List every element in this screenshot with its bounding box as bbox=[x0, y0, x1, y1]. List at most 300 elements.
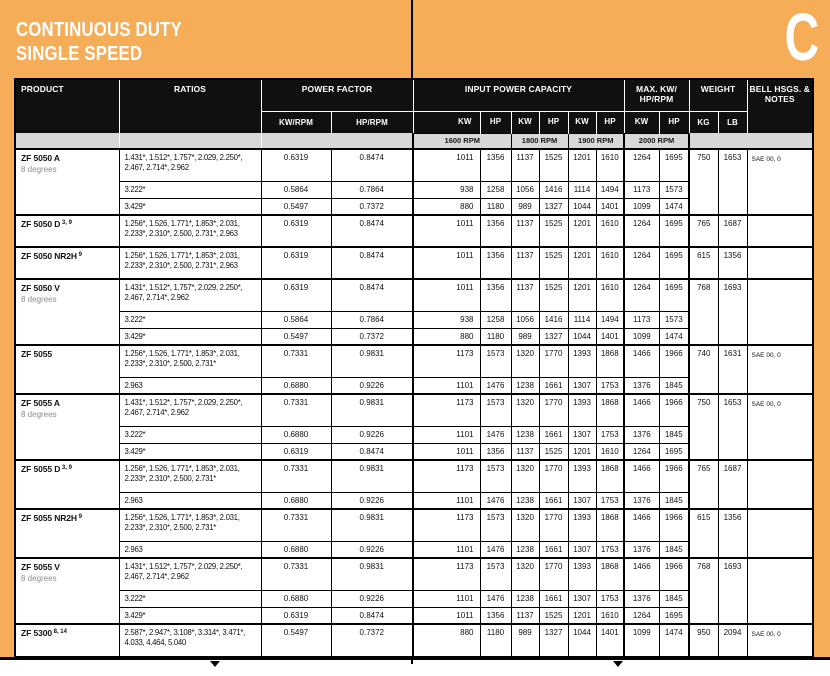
product-cell bbox=[15, 345, 119, 394]
power-factor-hp-rpm-cell: 0.7372 bbox=[331, 198, 413, 215]
power-factor-hp-rpm-cell: 0.8474 bbox=[331, 215, 413, 247]
kw-1600-cell: 1101 bbox=[413, 590, 480, 607]
hp-max-cell: 1474 bbox=[659, 198, 689, 215]
power-factor-kw-rpm-cell: 0.7331 bbox=[261, 460, 331, 492]
power-factor-kw-rpm-cell: 0.7331 bbox=[261, 509, 331, 541]
hp-1900-cell: 1401 bbox=[596, 198, 624, 215]
power-factor-kw-rpm-cell: 0.6880 bbox=[261, 590, 331, 607]
power-factor-hp-rpm-cell: 0.8474 bbox=[331, 247, 413, 279]
kw-1800-cell: 1320 bbox=[511, 345, 539, 377]
hp-1900-cell: 1610 bbox=[596, 215, 624, 247]
power-factor-kw-rpm-cell: 0.6319 bbox=[261, 149, 331, 181]
power-factor-kw-rpm-cell: 0.5497 bbox=[261, 328, 331, 345]
hp-1900-cell: 1868 bbox=[596, 345, 624, 377]
hp-1800-cell: 1327 bbox=[539, 624, 568, 656]
table-row bbox=[15, 215, 813, 247]
hp-1800-cell: 1770 bbox=[539, 509, 568, 541]
product-footnote-ref: 8, 14 bbox=[51, 629, 67, 635]
section-letter: C bbox=[784, 0, 819, 75]
col-header-hp-1900: HP bbox=[596, 111, 624, 133]
ratios-cell: 1.256*, 1.526, 1.771*, 1.853*, 2.031, 2.233*, 2.310*, 2.500, 2.731* bbox=[119, 509, 261, 541]
product-cell bbox=[15, 279, 119, 345]
hp-1900-cell: 1753 bbox=[596, 426, 624, 443]
col-header-input-power-capacity: INPUT POWER CAPACITY bbox=[413, 79, 624, 111]
hp-1900-cell: 1610 bbox=[596, 279, 624, 311]
weight-kg-cell: 615 bbox=[689, 247, 718, 279]
table-row bbox=[15, 279, 813, 311]
hp-1600-cell: 1573 bbox=[480, 509, 511, 541]
product-cell bbox=[15, 624, 119, 656]
col-header-hp-1600: HP bbox=[480, 111, 511, 133]
col-header-kw-rpm: KW/RPM bbox=[261, 111, 331, 133]
hp-max-cell: 1966 bbox=[659, 460, 689, 492]
kw-1900-cell: 1393 bbox=[568, 345, 596, 377]
power-factor-hp-rpm-cell: 0.9831 bbox=[331, 509, 413, 541]
ratios-cell: 1.431*, 1.512*, 1.757*, 2.029, 2.250*, 2.467, 2.714*, 2.962 bbox=[119, 149, 261, 181]
bell-housing-note-cell: SAE 00, 0 bbox=[747, 624, 813, 656]
kw-1800-cell: 1238 bbox=[511, 590, 539, 607]
power-factor-kw-rpm-cell: 0.6319 bbox=[261, 247, 331, 279]
product-footnote-ref: 9 bbox=[76, 252, 82, 258]
hp-max-cell: 1845 bbox=[659, 590, 689, 607]
col-header-lb: LB bbox=[718, 111, 747, 133]
power-factor-kw-rpm-cell: 0.7331 bbox=[261, 394, 331, 426]
hp-1900-cell: 1401 bbox=[596, 328, 624, 345]
power-factor-hp-rpm-cell: 0.8474 bbox=[331, 443, 413, 460]
hp-1600-cell: 1476 bbox=[480, 492, 511, 509]
hp-max-cell: 1966 bbox=[659, 558, 689, 590]
kw-max-cell: 1376 bbox=[624, 492, 659, 509]
hp-1600-cell: 1476 bbox=[480, 590, 511, 607]
hp-1900-cell: 1610 bbox=[596, 607, 624, 624]
hp-1600-cell: 1356 bbox=[480, 215, 511, 247]
product-cell bbox=[15, 394, 119, 460]
ratios-cell: 3.222* bbox=[119, 311, 261, 328]
weight-lb-cell: 1687 bbox=[718, 460, 747, 509]
spec-table-body bbox=[15, 149, 813, 656]
page-title-line1: CONTINUOUS DUTY bbox=[16, 19, 182, 41]
kw-1600-cell: 1011 bbox=[413, 215, 480, 247]
col-header-kw-max: KW bbox=[624, 111, 659, 133]
col-header-hp-1800: HP bbox=[539, 111, 568, 133]
hp-1800-cell: 1770 bbox=[539, 394, 568, 426]
kw-1600-cell: 1011 bbox=[413, 247, 480, 279]
ratios-cell: 3.429* bbox=[119, 443, 261, 460]
bell-housing-note-cell: SAE 00, 0 bbox=[747, 149, 813, 215]
kw-1600-cell: 1173 bbox=[413, 558, 480, 590]
weight-kg-cell: 768 bbox=[689, 279, 718, 345]
product-name: ZF 5050 D bbox=[21, 219, 61, 229]
weight-kg-cell: 765 bbox=[689, 215, 718, 247]
product-cell bbox=[15, 509, 119, 558]
power-factor-kw-rpm-cell: 0.6319 bbox=[261, 443, 331, 460]
hp-1600-cell: 1356 bbox=[480, 149, 511, 181]
hp-1800-cell: 1661 bbox=[539, 426, 568, 443]
power-factor-hp-rpm-cell: 0.9226 bbox=[331, 590, 413, 607]
kw-1900-cell: 1201 bbox=[568, 279, 596, 311]
ratios-cell: 3.429* bbox=[119, 198, 261, 215]
hp-1600-cell: 1258 bbox=[480, 311, 511, 328]
col-header-kg: KG bbox=[689, 111, 718, 133]
ratios-cell: 2.587*, 2.947*, 3.108*, 3.314*, 3.471*, 4.033, 4.464, 5.040 bbox=[119, 624, 261, 656]
kw-1900-cell: 1201 bbox=[568, 247, 596, 279]
kw-max-cell: 1376 bbox=[624, 541, 659, 558]
kw-1900-cell: 1201 bbox=[568, 149, 596, 181]
hp-1900-cell: 1401 bbox=[596, 624, 624, 656]
product-angle-note: 8 degrees bbox=[21, 295, 57, 304]
product-name: ZF 5050 V bbox=[21, 283, 60, 293]
weight-kg-cell: 950 bbox=[689, 624, 718, 656]
weight-lb-cell: 1356 bbox=[718, 247, 747, 279]
kw-1900-cell: 1044 bbox=[568, 198, 596, 215]
product-angle-note: 8 degrees bbox=[21, 165, 57, 174]
power-factor-kw-rpm-cell: 0.7331 bbox=[261, 345, 331, 377]
product-name: ZF 5300 bbox=[21, 628, 52, 638]
product-cell bbox=[15, 215, 119, 247]
kw-1600-cell: 1173 bbox=[413, 394, 480, 426]
hp-1900-cell: 1868 bbox=[596, 558, 624, 590]
hp-1800-cell: 1770 bbox=[539, 558, 568, 590]
table-row bbox=[15, 345, 813, 377]
power-factor-hp-rpm-cell: 0.9226 bbox=[331, 426, 413, 443]
power-factor-kw-rpm-cell: 0.6880 bbox=[261, 426, 331, 443]
power-factor-hp-rpm-cell: 0.7372 bbox=[331, 328, 413, 345]
kw-1600-cell: 1101 bbox=[413, 541, 480, 558]
col-header-hp-rpm: HP/RPM bbox=[331, 111, 413, 133]
kw-1800-cell: 1056 bbox=[511, 311, 539, 328]
power-factor-kw-rpm-cell: 0.6319 bbox=[261, 215, 331, 247]
power-factor-hp-rpm-cell: 0.9831 bbox=[331, 558, 413, 590]
kw-max-cell: 1264 bbox=[624, 443, 659, 460]
kw-1800-cell: 989 bbox=[511, 198, 539, 215]
hp-1600-cell: 1573 bbox=[480, 558, 511, 590]
power-factor-kw-rpm-cell: 0.6880 bbox=[261, 541, 331, 558]
hp-max-cell: 1695 bbox=[659, 149, 689, 181]
ratios-cell: 1.256*, 1.526, 1.771*, 1.853*, 2.031, 2.233*, 2.310*, 2.500, 2.731*, 2.963 bbox=[119, 215, 261, 247]
hp-1900-cell: 1494 bbox=[596, 311, 624, 328]
kw-max-cell: 1099 bbox=[624, 624, 659, 656]
kw-1900-cell: 1307 bbox=[568, 492, 596, 509]
hp-1800-cell: 1525 bbox=[539, 607, 568, 624]
power-factor-kw-rpm-cell: 0.6319 bbox=[261, 607, 331, 624]
hp-1600-cell: 1476 bbox=[480, 541, 511, 558]
kw-max-cell: 1173 bbox=[624, 311, 659, 328]
table-row bbox=[15, 624, 813, 656]
hp-max-cell: 1966 bbox=[659, 394, 689, 426]
ratios-cell: 1.431*, 1.512*, 1.757*, 2.029, 2.250*, 2.467, 2.714*, 2.962 bbox=[119, 394, 261, 426]
kw-1800-cell: 1238 bbox=[511, 541, 539, 558]
product-name: ZF 5055 A bbox=[21, 398, 60, 408]
product-name: ZF 5055 NR2H bbox=[21, 513, 77, 523]
hp-1600-cell: 1573 bbox=[480, 345, 511, 377]
hp-1600-cell: 1180 bbox=[480, 198, 511, 215]
product-cell bbox=[15, 149, 119, 215]
power-factor-hp-rpm-cell: 0.9831 bbox=[331, 394, 413, 426]
hp-1800-cell: 1416 bbox=[539, 311, 568, 328]
kw-1900-cell: 1307 bbox=[568, 377, 596, 394]
spec-table bbox=[14, 78, 814, 657]
product-cell bbox=[15, 558, 119, 624]
power-factor-hp-rpm-cell: 0.9226 bbox=[331, 377, 413, 394]
col-header-kw-1800: KW bbox=[511, 111, 539, 133]
kw-1600-cell: 1173 bbox=[413, 460, 480, 492]
kw-1900-cell: 1307 bbox=[568, 426, 596, 443]
weight-kg-cell: 765 bbox=[689, 460, 718, 509]
table-row bbox=[15, 394, 813, 426]
col-header-kw-1600: KW bbox=[413, 111, 480, 133]
kw-1800-cell: 1137 bbox=[511, 247, 539, 279]
kw-1900-cell: 1393 bbox=[568, 394, 596, 426]
hp-1800-cell: 1525 bbox=[539, 215, 568, 247]
power-factor-kw-rpm-cell: 0.5864 bbox=[261, 311, 331, 328]
product-angle-note: 8 degrees bbox=[21, 410, 57, 419]
kw-1600-cell: 938 bbox=[413, 181, 480, 198]
kw-1600-cell: 880 bbox=[413, 624, 480, 656]
kw-1600-cell: 1101 bbox=[413, 377, 480, 394]
kw-1600-cell: 1173 bbox=[413, 509, 480, 541]
hp-1800-cell: 1661 bbox=[539, 492, 568, 509]
ratios-cell: 3.222* bbox=[119, 181, 261, 198]
ratios-cell: 1.256*, 1.526, 1.771*, 1.853*, 2.031, 2.233*, 2.310*, 2.500, 2.731* bbox=[119, 345, 261, 377]
hp-1600-cell: 1476 bbox=[480, 426, 511, 443]
col-header-bell-housings-notes: BELL HSGS. & NOTES bbox=[747, 79, 813, 133]
kw-1800-cell: 1137 bbox=[511, 607, 539, 624]
col-header-hp-max: HP bbox=[659, 111, 689, 133]
hp-max-cell: 1474 bbox=[659, 328, 689, 345]
kw-1800-cell: 1320 bbox=[511, 509, 539, 541]
product-footnote-ref: 3, 9 bbox=[60, 465, 72, 471]
rpm-row-spacer-power-factor bbox=[261, 133, 413, 149]
bell-housing-note-cell bbox=[747, 247, 813, 279]
ratios-cell: 3.429* bbox=[119, 607, 261, 624]
product-name: ZF 5055 D bbox=[21, 464, 61, 474]
product-name: ZF 5050 A bbox=[21, 153, 60, 163]
power-factor-hp-rpm-cell: 0.9831 bbox=[331, 345, 413, 377]
kw-1600-cell: 1011 bbox=[413, 607, 480, 624]
table-row bbox=[15, 247, 813, 279]
kw-max-cell: 1264 bbox=[624, 247, 659, 279]
kw-max-cell: 1466 bbox=[624, 558, 659, 590]
hp-1800-cell: 1525 bbox=[539, 443, 568, 460]
bell-housing-note-cell bbox=[747, 215, 813, 247]
kw-1800-cell: 1238 bbox=[511, 492, 539, 509]
kw-max-cell: 1466 bbox=[624, 509, 659, 541]
hp-max-cell: 1695 bbox=[659, 247, 689, 279]
power-factor-kw-rpm-cell: 0.5497 bbox=[261, 624, 331, 656]
kw-1600-cell: 938 bbox=[413, 311, 480, 328]
weight-kg-cell: 750 bbox=[689, 394, 718, 460]
kw-1900-cell: 1114 bbox=[568, 311, 596, 328]
table-row bbox=[15, 509, 813, 541]
hp-max-cell: 1695 bbox=[659, 215, 689, 247]
kw-1800-cell: 1238 bbox=[511, 426, 539, 443]
table-row bbox=[15, 558, 813, 590]
hp-max-cell: 1573 bbox=[659, 311, 689, 328]
spec-table-region bbox=[0, 78, 830, 657]
hp-1900-cell: 1868 bbox=[596, 460, 624, 492]
weight-lb-cell: 1653 bbox=[718, 394, 747, 460]
power-factor-hp-rpm-cell: 0.9831 bbox=[331, 460, 413, 492]
weight-lb-cell: 1356 bbox=[718, 509, 747, 558]
rpm-label-1900: 1900 RPM bbox=[568, 133, 624, 149]
kw-1900-cell: 1393 bbox=[568, 558, 596, 590]
kw-1900-cell: 1044 bbox=[568, 328, 596, 345]
power-factor-hp-rpm-cell: 0.7864 bbox=[331, 311, 413, 328]
hp-1800-cell: 1327 bbox=[539, 328, 568, 345]
bell-housing-note-cell: SAE 00, 0 bbox=[747, 394, 813, 460]
table-row bbox=[15, 460, 813, 492]
weight-lb-cell: 1693 bbox=[718, 279, 747, 345]
hp-1800-cell: 1661 bbox=[539, 377, 568, 394]
hp-1600-cell: 1356 bbox=[480, 607, 511, 624]
weight-lb-cell: 1687 bbox=[718, 215, 747, 247]
hp-max-cell: 1845 bbox=[659, 492, 689, 509]
bottom-continuation-band bbox=[0, 657, 830, 676]
bell-housing-note-cell bbox=[747, 460, 813, 509]
max-header-line2: HP/RPM bbox=[639, 93, 674, 104]
power-factor-hp-rpm-cell: 0.7864 bbox=[331, 181, 413, 198]
kw-1800-cell: 1137 bbox=[511, 149, 539, 181]
hp-1600-cell: 1476 bbox=[480, 377, 511, 394]
col-header-weight: WEIGHT bbox=[689, 79, 747, 111]
kw-max-cell: 1099 bbox=[624, 328, 659, 345]
kw-max-cell: 1099 bbox=[624, 198, 659, 215]
kw-1900-cell: 1393 bbox=[568, 460, 596, 492]
kw-1600-cell: 880 bbox=[413, 198, 480, 215]
kw-max-cell: 1376 bbox=[624, 590, 659, 607]
kw-1600-cell: 1011 bbox=[413, 149, 480, 181]
header-row-rpm bbox=[15, 133, 813, 149]
col-header-ratios: RATIOS bbox=[119, 79, 261, 133]
page-title-line2: SINGLE SPEED bbox=[16, 43, 143, 65]
hp-1800-cell: 1327 bbox=[539, 198, 568, 215]
kw-1600-cell: 1101 bbox=[413, 492, 480, 509]
ratios-cell: 1.431*, 1.512*, 1.757*, 2.029, 2.250*, 2.467, 2.714*, 2.962 bbox=[119, 558, 261, 590]
power-factor-kw-rpm-cell: 0.5497 bbox=[261, 198, 331, 215]
ratios-cell: 3.222* bbox=[119, 426, 261, 443]
hp-1900-cell: 1753 bbox=[596, 590, 624, 607]
hp-1600-cell: 1180 bbox=[480, 328, 511, 345]
weight-kg-cell: 615 bbox=[689, 509, 718, 558]
hp-1900-cell: 1610 bbox=[596, 149, 624, 181]
hp-max-cell: 1845 bbox=[659, 377, 689, 394]
kw-1800-cell: 989 bbox=[511, 624, 539, 656]
product-name: ZF 5050 NR2H bbox=[21, 251, 77, 261]
hp-max-cell: 1966 bbox=[659, 345, 689, 377]
rpm-row-spacer-weight-notes bbox=[689, 133, 813, 149]
ratios-cell: 1.256*, 1.526, 1.771*, 1.853*, 2.031, 2.233*, 2.310*, 2.500, 2.731* bbox=[119, 460, 261, 492]
hp-1600-cell: 1356 bbox=[480, 279, 511, 311]
kw-1600-cell: 1011 bbox=[413, 279, 480, 311]
product-name: ZF 5055 bbox=[21, 349, 52, 359]
power-factor-hp-rpm-cell: 0.9226 bbox=[331, 541, 413, 558]
hp-1900-cell: 1610 bbox=[596, 247, 624, 279]
ratios-cell: 2.963 bbox=[119, 377, 261, 394]
bell-housing-note-cell bbox=[747, 558, 813, 624]
hp-1900-cell: 1753 bbox=[596, 377, 624, 394]
hp-1900-cell: 1753 bbox=[596, 541, 624, 558]
kw-1800-cell: 1320 bbox=[511, 394, 539, 426]
power-factor-hp-rpm-cell: 0.8474 bbox=[331, 279, 413, 311]
hp-max-cell: 1573 bbox=[659, 181, 689, 198]
hp-1600-cell: 1356 bbox=[480, 443, 511, 460]
power-factor-hp-rpm-cell: 0.8474 bbox=[331, 607, 413, 624]
header-row-main bbox=[15, 79, 813, 111]
rpm-row-spacer-ratios bbox=[119, 133, 261, 149]
hp-1900-cell: 1868 bbox=[596, 394, 624, 426]
rpm-label-2000: 2000 RPM bbox=[624, 133, 689, 149]
hp-1600-cell: 1573 bbox=[480, 460, 511, 492]
rpm-label-1800: 1800 RPM bbox=[511, 133, 568, 149]
kw-max-cell: 1376 bbox=[624, 377, 659, 394]
hp-1900-cell: 1868 bbox=[596, 509, 624, 541]
product-footnote-ref: 3, 9 bbox=[60, 220, 72, 226]
power-factor-hp-rpm-cell: 0.7372 bbox=[331, 624, 413, 656]
hp-max-cell: 1474 bbox=[659, 624, 689, 656]
power-factor-kw-rpm-cell: 0.6319 bbox=[261, 279, 331, 311]
hp-max-cell: 1845 bbox=[659, 426, 689, 443]
hp-max-cell: 1695 bbox=[659, 607, 689, 624]
kw-1900-cell: 1201 bbox=[568, 443, 596, 460]
hp-1800-cell: 1525 bbox=[539, 247, 568, 279]
kw-1600-cell: 1101 bbox=[413, 426, 480, 443]
kw-1800-cell: 1137 bbox=[511, 279, 539, 311]
weight-kg-cell: 750 bbox=[689, 149, 718, 215]
kw-1600-cell: 1011 bbox=[413, 443, 480, 460]
hp-1800-cell: 1525 bbox=[539, 149, 568, 181]
product-angle-note: 8 degrees bbox=[21, 574, 57, 583]
kw-1900-cell: 1044 bbox=[568, 624, 596, 656]
kw-max-cell: 1466 bbox=[624, 394, 659, 426]
weight-lb-cell: 2094 bbox=[718, 624, 747, 656]
ratios-cell: 3.429* bbox=[119, 328, 261, 345]
kw-1800-cell: 1238 bbox=[511, 377, 539, 394]
ratios-cell: 1.256*, 1.526, 1.771*, 1.853*, 2.031, 2.233*, 2.310*, 2.500, 2.731*, 2.963 bbox=[119, 247, 261, 279]
weight-lb-cell: 1693 bbox=[718, 558, 747, 624]
power-factor-kw-rpm-cell: 0.5864 bbox=[261, 181, 331, 198]
ratios-cell: 2.963 bbox=[119, 541, 261, 558]
hp-1600-cell: 1180 bbox=[480, 624, 511, 656]
kw-max-cell: 1466 bbox=[624, 460, 659, 492]
kw-max-cell: 1264 bbox=[624, 215, 659, 247]
kw-1900-cell: 1201 bbox=[568, 607, 596, 624]
weight-lb-cell: 1631 bbox=[718, 345, 747, 394]
hp-1600-cell: 1258 bbox=[480, 181, 511, 198]
power-factor-kw-rpm-cell: 0.6880 bbox=[261, 492, 331, 509]
hp-1600-cell: 1573 bbox=[480, 394, 511, 426]
hp-1800-cell: 1770 bbox=[539, 460, 568, 492]
col-header-kw-1900: KW bbox=[568, 111, 596, 133]
kw-1900-cell: 1201 bbox=[568, 215, 596, 247]
hp-max-cell: 1695 bbox=[659, 443, 689, 460]
ratios-cell: 3.222* bbox=[119, 590, 261, 607]
kw-max-cell: 1466 bbox=[624, 345, 659, 377]
kw-1900-cell: 1307 bbox=[568, 590, 596, 607]
hp-1900-cell: 1753 bbox=[596, 492, 624, 509]
hp-1900-cell: 1610 bbox=[596, 443, 624, 460]
kw-1800-cell: 1137 bbox=[511, 215, 539, 247]
kw-1800-cell: 989 bbox=[511, 328, 539, 345]
hp-max-cell: 1695 bbox=[659, 279, 689, 311]
kw-1900-cell: 1393 bbox=[568, 509, 596, 541]
kw-1900-cell: 1307 bbox=[568, 541, 596, 558]
col-header-product: PRODUCT bbox=[15, 79, 119, 133]
rpm-row-spacer-product bbox=[15, 133, 119, 149]
kw-1800-cell: 1056 bbox=[511, 181, 539, 198]
weight-kg-cell: 740 bbox=[689, 345, 718, 394]
power-factor-kw-rpm-cell: 0.7331 bbox=[261, 558, 331, 590]
ratios-cell: 1.431*, 1.512*, 1.757*, 2.029, 2.250*, 2.467, 2.714*, 2.962 bbox=[119, 279, 261, 311]
